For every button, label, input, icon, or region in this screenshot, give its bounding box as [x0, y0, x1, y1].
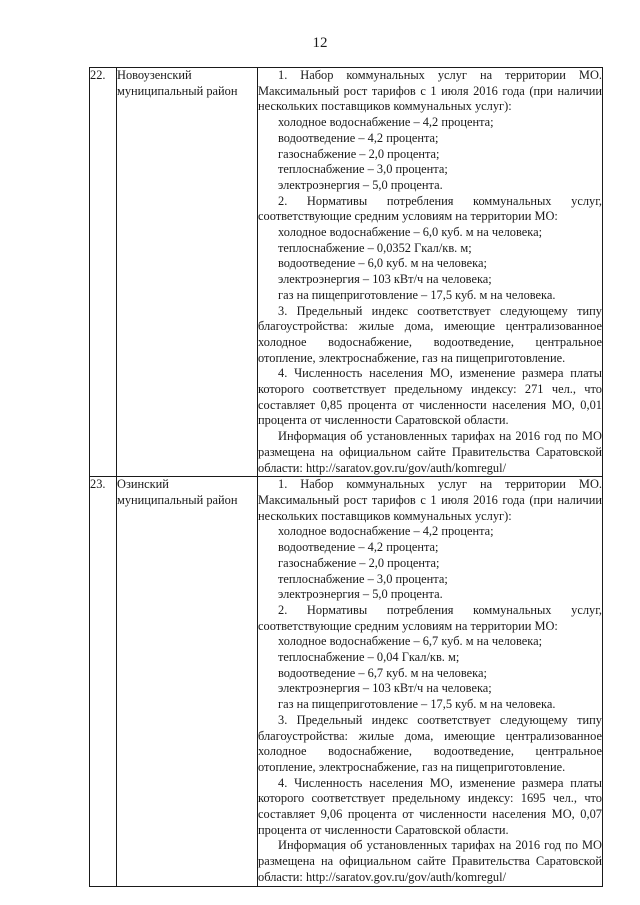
table-row [90, 68, 603, 477]
tariff-item: газоснабжение – 2,0 процента; [278, 146, 440, 161]
norm-item: газ на пищеприготовление – 17,5 куб. м на человека. [278, 697, 556, 712]
norms-paragraph: 2. Нормативы потребления коммунальных услуг, соответствующие средним условиям на территории МО: [258, 602, 602, 633]
tariff-item: теплоснабжение – 3,0 процента; [278, 571, 448, 586]
row-content [258, 68, 603, 477]
norm-item: теплоснабжение – 0,0352 Гкал/кв. м; [278, 240, 472, 255]
info-paragraph: Информация об установленных тарифах на 2016 год по МО размещена на официальном сайте Правительства Саратовской области: http://saratov.gov.ru/gov/auth/komregul/ [258, 429, 602, 475]
tariff-item: холодное водоснабжение – 4,2 процента; [278, 524, 494, 539]
amenities-paragraph: 3. Предельный индекс соответствует следующему типу благоустройства: жилые дома, имеющие централизованное холодное водоснабжение, водоотведение, центральное отопление, электроснабжение, газ на пищеприготовление. [258, 303, 602, 365]
table-row [90, 477, 603, 886]
info-paragraph: Информация об установленных тарифах на 2016 год по МО размещена на официальном сайте Правительства Саратовской области: http://saratov.gov.ru/gov/auth/komregul/ [258, 838, 602, 884]
norm-item: теплоснабжение – 0,04 Гкал/кв. м; [278, 650, 460, 665]
tariff-item: водоотведение – 4,2 процента; [278, 130, 439, 145]
tariff-growth-paragraph: 1. Набор коммунальных услуг на территории МО. Максимальный рост тарифов с 1 июля 2016 года (при наличии нескольких поставщиков коммунальных услуг): [258, 477, 602, 523]
norm-item: электроэнергия – 103 кВт/ч на человека; [278, 272, 492, 287]
population-paragraph: 4. Численность населения МО, изменение размера платы которого соответствует предельному индексу: 1695 чел., что составляет 9,06 процента от численности населения МО, 0,07 процента от численности Саратовской области. [258, 775, 602, 837]
amenities-paragraph: 3. Предельный индекс соответствует следующему типу благоустройства: жилые дома, имеющие централизованное холодное водоснабжение, водоотведение, центральное отопление, электроснабжение, газ на пищеприготовление. [258, 712, 602, 774]
tariff-item: газоснабжение – 2,0 процента; [278, 555, 440, 570]
norm-item: водоотведение – 6,0 куб. м на человека; [278, 256, 487, 271]
tariff-growth-paragraph: 1. Набор коммунальных услуг на территории МО. Максимальный рост тарифов с 1 июля 2016 года (при наличии нескольких поставщиков коммунальных услуг): [258, 68, 602, 114]
municipality-name: Новоузенский муниципальный район [117, 68, 258, 477]
tariff-table [89, 67, 603, 887]
norms-paragraph: 2. Нормативы потребления коммунальных услуг, соответствующие средним условиям на территории МО: [258, 193, 602, 224]
norm-item: электроэнергия – 103 кВт/ч на человека; [278, 681, 492, 696]
tariff-item: электроэнергия – 5,0 процента. [278, 177, 443, 192]
tariff-item: холодное водоснабжение – 4,2 процента; [278, 115, 494, 130]
tariff-item: теплоснабжение – 3,0 процента; [278, 162, 448, 177]
norm-item: холодное водоснабжение – 6,0 куб. м на человека; [278, 225, 543, 240]
row-content [258, 477, 603, 886]
row-number: 22. [90, 68, 117, 477]
page-number: 12 [312, 35, 328, 51]
tariff-item: электроэнергия – 5,0 процента. [278, 587, 443, 602]
norm-item: холодное водоснабжение – 6,7 куб. м на человека; [278, 634, 543, 649]
row-number: 23. [90, 477, 117, 886]
norm-item: водоотведение – 6,7 куб. м на человека; [278, 665, 487, 680]
norm-item: газ на пищеприготовление – 17,5 куб. м на человека. [278, 287, 556, 302]
municipality-name: Озинский муниципальный район [117, 477, 258, 886]
population-paragraph: 4. Численность населения МО, изменение размера платы которого соответствует предельному индексу: 271 чел., что составляет 0,85 процента от численности населения МО, 0,01 процента от численности Саратовской области. [258, 366, 602, 428]
tariff-item: водоотведение – 4,2 процента; [278, 540, 439, 555]
